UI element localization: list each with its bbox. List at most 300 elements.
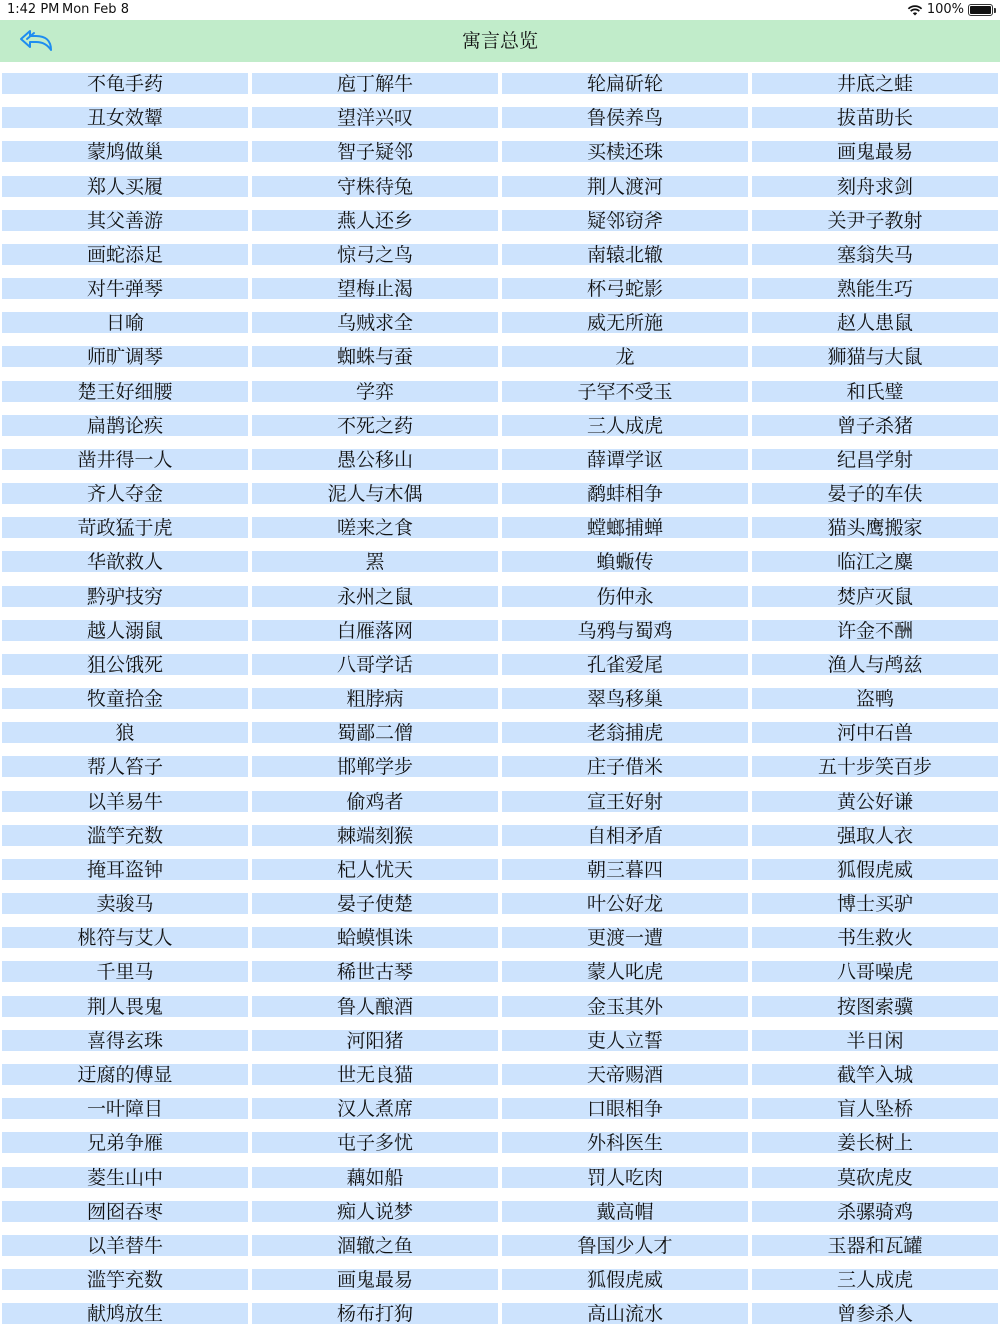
fable-item-label: 师旷调琴	[86, 346, 163, 369]
fable-item-label: 博士买驴	[836, 893, 913, 916]
fable-item[interactable]	[252, 1198, 498, 1232]
fable-item[interactable]	[2, 1266, 248, 1300]
fable-item-label: 智子疑邻	[336, 141, 413, 164]
fable-item[interactable]	[502, 1198, 748, 1232]
fable-item[interactable]	[252, 138, 498, 172]
fable-item-label: 蒙人叱虎	[586, 961, 663, 984]
fable-item[interactable]	[752, 241, 998, 275]
fable-item-label: 八哥噪虎	[836, 961, 913, 984]
fable-item[interactable]	[252, 1129, 498, 1163]
wifi-icon	[907, 4, 923, 16]
fable-item[interactable]	[252, 412, 498, 446]
fable-item[interactable]	[252, 583, 498, 617]
fable-item[interactable]	[752, 275, 998, 309]
fable-item[interactable]	[502, 753, 748, 787]
fable-item[interactable]	[502, 1027, 748, 1061]
fable-item[interactable]	[502, 1300, 748, 1334]
fable-item[interactable]	[752, 1198, 998, 1232]
fable-item-label: 罚人吃肉	[586, 1166, 663, 1189]
fable-item[interactable]	[252, 958, 498, 992]
fable-item[interactable]	[752, 343, 998, 377]
fable-item[interactable]	[752, 1095, 998, 1129]
fable-item[interactable]	[502, 412, 748, 446]
fable-item-label: 按图索骥	[836, 995, 913, 1018]
fable-item[interactable]	[252, 1095, 498, 1129]
fable-item[interactable]	[252, 275, 498, 309]
fable-item-label: 更渡一遭	[586, 927, 663, 950]
fable-item[interactable]	[2, 890, 248, 924]
fable-item[interactable]	[2, 1232, 248, 1266]
fable-item-label: 蒙鸠做巢	[86, 141, 163, 164]
fable-item-label: 杯弓蛇影	[586, 278, 663, 301]
fable-item-label: 杞人忧天	[336, 858, 413, 881]
fable-item[interactable]	[752, 1027, 998, 1061]
fable-item[interactable]	[752, 890, 998, 924]
fable-item-label: 稀世古琴	[336, 961, 413, 984]
fable-item-label: 喜得玄珠	[86, 1029, 163, 1052]
fable-item-label: 截竿入城	[836, 1063, 913, 1086]
fable-item-label: 龙	[615, 346, 635, 369]
fable-item-label: 鲁国少人才	[577, 1234, 673, 1257]
fable-item[interactable]	[2, 412, 248, 446]
fable-item[interactable]	[252, 173, 498, 207]
fable-item-label: 宣王好射	[586, 790, 663, 813]
battery-percent: 100%	[926, 2, 964, 17]
fable-item[interactable]	[2, 1095, 248, 1129]
fable-item-label: 千里马	[96, 961, 154, 984]
fable-item[interactable]	[2, 104, 248, 138]
fable-item[interactable]	[752, 958, 998, 992]
page-title: 寓言总览	[461, 30, 538, 52]
fable-item-label: 白雁落网	[336, 619, 413, 642]
fable-item-label: 狙公饿死	[86, 653, 163, 676]
fable-item-label: 曾参杀人	[836, 1303, 913, 1326]
fable-item-label: 苛政猛于虎	[77, 517, 173, 540]
fable-item[interactable]	[2, 993, 248, 1027]
fable-item[interactable]	[2, 685, 248, 719]
fable-item-label: 莫砍虎皮	[836, 1166, 913, 1189]
fable-item-label: 永州之鼠	[336, 585, 413, 608]
fable-item-label: 三人成虎	[586, 414, 663, 437]
fable-item-label: 卖骏马	[96, 893, 154, 916]
fable-item-label: 邯郸学步	[336, 756, 413, 779]
fable-item[interactable]	[752, 173, 998, 207]
fable-item[interactable]	[502, 480, 748, 514]
fable-item-label: 黄公好谦	[836, 790, 913, 813]
fable-item[interactable]	[2, 1061, 248, 1095]
fable-item-label: 其父善游	[86, 209, 163, 232]
fable-item-label: 屯子多忧	[336, 1132, 413, 1155]
fable-item-label: 黔驴技穷	[86, 585, 163, 608]
nav-bar	[0, 20, 1000, 62]
fable-item[interactable]	[752, 207, 998, 241]
fable-item-label: 朝三暮四	[586, 858, 663, 881]
fable-item-label: 画鬼最易	[336, 1269, 413, 1292]
fable-item[interactable]	[2, 719, 248, 753]
fable-item[interactable]	[502, 651, 748, 685]
fable-item-label: 粗脖病	[346, 688, 404, 711]
fable-item[interactable]	[2, 583, 248, 617]
fable-item[interactable]	[752, 104, 998, 138]
battery-fill	[970, 6, 991, 14]
status-time: 1:42 PM	[7, 2, 60, 17]
fable-item[interactable]	[2, 856, 248, 890]
fable-item-label: 囫囵吞枣	[86, 1200, 163, 1223]
fable-item[interactable]	[752, 309, 998, 343]
fable-item-label: 五十步笑百步	[817, 756, 932, 779]
fable-item[interactable]	[502, 719, 748, 753]
fable-item-label: 罴	[365, 551, 385, 574]
fable-item[interactable]	[252, 514, 498, 548]
fable-item-label: 盲人坠桥	[836, 1098, 913, 1121]
fable-item-label: 自相矛盾	[586, 824, 663, 847]
fable-item[interactable]	[252, 70, 498, 104]
fable-item-label: 渔人与鸬兹	[827, 653, 923, 676]
fable-item-label: 翠鸟移巢	[586, 688, 663, 711]
fable-item[interactable]	[252, 1232, 498, 1266]
fable-item-label: 盗鸭	[855, 688, 894, 711]
fable-item[interactable]	[252, 343, 498, 377]
fable-item[interactable]	[2, 924, 248, 958]
fable-item-label: 孔雀爱尾	[586, 653, 663, 676]
fable-item[interactable]	[752, 719, 998, 753]
fable-item-label: 鲁人酿酒	[336, 995, 413, 1018]
fable-item-label: 扁鹊论疾	[86, 414, 163, 437]
fable-item[interactable]	[252, 856, 498, 890]
fable-item[interactable]	[502, 1061, 748, 1095]
fable-item[interactable]	[502, 343, 748, 377]
fable-item-label: 世无良猫	[336, 1063, 413, 1086]
fable-item[interactable]	[502, 685, 748, 719]
fable-item[interactable]	[2, 70, 248, 104]
fable-item-label: 以羊替牛	[86, 1234, 163, 1257]
fable-item-label: 蜀鄙二僧	[336, 722, 413, 745]
fable-item-label: 和氏璧	[846, 380, 904, 403]
fable-item[interactable]	[502, 70, 748, 104]
fable-item[interactable]	[752, 822, 998, 856]
fable-item[interactable]	[252, 241, 498, 275]
fable-item-label: 许金不酬	[836, 619, 913, 642]
fable-item-label: 日喻	[105, 312, 144, 335]
fable-item[interactable]	[752, 412, 998, 446]
fable-item-label: 八哥学话	[336, 653, 413, 676]
fable-item[interactable]	[502, 993, 748, 1027]
fable-item[interactable]	[502, 378, 748, 412]
fable-item[interactable]	[502, 583, 748, 617]
fable-item[interactable]	[502, 822, 748, 856]
fable-item-label: 鲁侯养鸟	[586, 107, 663, 130]
fable-item[interactable]	[502, 241, 748, 275]
fable-item[interactable]	[252, 753, 498, 787]
fable-item-label: 凿井得一人	[77, 448, 173, 471]
fable-item[interactable]	[2, 753, 248, 787]
fable-item[interactable]	[752, 70, 998, 104]
fable-item[interactable]	[2, 788, 248, 822]
fable-item-label: 华歆救人	[86, 551, 163, 574]
fable-item[interactable]	[502, 890, 748, 924]
fable-item[interactable]	[2, 138, 248, 172]
fable-item-label: 金玉其外	[586, 995, 663, 1018]
fable-item[interactable]	[252, 1266, 498, 1300]
fable-item[interactable]	[752, 651, 998, 685]
fable-item[interactable]	[752, 617, 998, 651]
fable-item[interactable]	[2, 378, 248, 412]
fable-item-label: 画鬼最易	[836, 141, 913, 164]
fable-item[interactable]	[2, 241, 248, 275]
fable-item[interactable]	[752, 1266, 998, 1300]
fable-item-label: 乌贼求全	[336, 312, 413, 335]
fable-item-label: 拔苗助长	[836, 107, 913, 130]
fable-item-label: 嗟来之食	[336, 517, 413, 540]
fable-item-label: 画蛇添足	[86, 243, 163, 266]
fable-item[interactable]	[752, 788, 998, 822]
fable-item[interactable]	[752, 1300, 998, 1334]
fable-item-label: 庖丁解牛	[336, 73, 413, 95]
fable-item[interactable]	[752, 685, 998, 719]
fable-item-label: 乌鸦与蜀鸡	[577, 619, 673, 642]
fable-item-label: 越人溺鼠	[86, 619, 163, 642]
fable-item-label: 吏人立誓	[586, 1029, 663, 1052]
fable-item[interactable]	[252, 1164, 498, 1198]
fable-item-label: 学弈	[355, 380, 394, 403]
fable-item-label: 晏子使楚	[336, 893, 413, 916]
fable-item-label: 狼	[115, 722, 135, 745]
fable-item-label: 刻舟求剑	[836, 175, 913, 198]
fable-item[interactable]	[2, 343, 248, 377]
fable-item[interactable]	[502, 924, 748, 958]
fable-item[interactable]	[502, 1095, 748, 1129]
fable-item[interactable]	[752, 856, 998, 890]
fable-item[interactable]	[252, 309, 498, 343]
fable-item-label: 井底之蛙	[836, 73, 913, 95]
fable-item[interactable]	[2, 446, 248, 480]
fable-item[interactable]	[752, 480, 998, 514]
fable-item[interactable]	[2, 1198, 248, 1232]
fable-item[interactable]	[502, 958, 748, 992]
fable-item[interactable]	[502, 104, 748, 138]
fable-item-label: 楚王好细腰	[77, 380, 173, 403]
fable-item[interactable]	[252, 378, 498, 412]
fable-item-label: 赵人患鼠	[836, 312, 913, 335]
fable-item-label: 一叶障目	[86, 1098, 163, 1121]
fable-item-label: 伤仲永	[596, 585, 654, 608]
fable-item[interactable]	[252, 104, 498, 138]
fable-item-label: 丑女效颦	[86, 107, 163, 130]
fable-item-label: 泥人与木偶	[327, 483, 423, 506]
fable-item-label: 汉人煮席	[336, 1098, 413, 1121]
fable-item[interactable]	[502, 275, 748, 309]
fable-item[interactable]	[752, 993, 998, 1027]
fable-item-label: 天帝赐酒	[586, 1063, 663, 1086]
status-bar	[0, 0, 1000, 20]
fable-item-label: 蝜蝂传	[596, 551, 654, 574]
fable-item[interactable]	[2, 617, 248, 651]
fable-item-label: 杨布打狗	[336, 1303, 413, 1326]
fable-item-label: 子罕不受玉	[577, 380, 673, 403]
fable-item[interactable]	[502, 788, 748, 822]
fable-item[interactable]	[752, 138, 998, 172]
fable-item-label: 棘端刻猴	[336, 824, 413, 847]
fable-item-label: 狐假虎威	[836, 858, 913, 881]
fable-item[interactable]	[752, 514, 998, 548]
fable-item-label: 痴人说梦	[336, 1200, 413, 1223]
fable-item-label: 熟能生巧	[836, 278, 913, 301]
fable-item[interactable]	[502, 1232, 748, 1266]
fable-item[interactable]	[752, 1129, 998, 1163]
fable-item-label: 威无所施	[586, 312, 663, 335]
fable-item[interactable]	[502, 548, 748, 582]
fable-item-label: 涸辙之鱼	[336, 1234, 413, 1257]
fable-item[interactable]	[752, 753, 998, 787]
fable-item[interactable]	[752, 548, 998, 582]
fable-item-label: 愚公移山	[336, 448, 413, 471]
fable-item[interactable]	[2, 173, 248, 207]
fable-item[interactable]	[502, 1164, 748, 1198]
status-indicators	[907, 0, 993, 20]
fable-item[interactable]	[502, 617, 748, 651]
fable-item-label: 外科医生	[586, 1132, 663, 1155]
fable-item[interactable]	[752, 446, 998, 480]
fable-item[interactable]	[2, 548, 248, 582]
fable-item-label: 燕人还乡	[336, 209, 413, 232]
fable-item-label: 买椟还珠	[586, 141, 663, 164]
fable-item-label: 老翁捕虎	[586, 722, 663, 745]
fable-item-label: 荆人畏鬼	[86, 995, 163, 1018]
fable-item-label: 郑人买履	[86, 175, 163, 198]
battery-icon	[968, 4, 993, 16]
fable-item-label: 不死之药	[336, 414, 413, 437]
fable-item[interactable]	[2, 309, 248, 343]
fable-item[interactable]	[252, 617, 498, 651]
fable-item-label: 望洋兴叹	[336, 107, 413, 130]
fable-item-label: 叶公好龙	[586, 893, 663, 916]
fable-item[interactable]	[252, 207, 498, 241]
fable-item-label: 守株待兔	[336, 175, 413, 198]
fable-item[interactable]	[502, 514, 748, 548]
fable-item-label: 帮人笞子	[86, 756, 163, 779]
fable-item-label: 齐人夺金	[86, 483, 163, 506]
fable-item-label: 狐假虎威	[586, 1269, 663, 1292]
fable-item[interactable]	[752, 1164, 998, 1198]
fable-item-label: 兄弟争雁	[86, 1132, 163, 1155]
fable-item-label: 以羊易牛	[86, 790, 163, 813]
fable-item-label: 滥竽充数	[86, 1269, 163, 1292]
fable-item-label: 临江之麋	[836, 551, 913, 574]
fable-item[interactable]	[502, 309, 748, 343]
fable-item[interactable]	[252, 446, 498, 480]
fable-item-label: 庄子借米	[586, 756, 663, 779]
fable-item-label: 曾子杀猪	[836, 414, 913, 437]
fable-item[interactable]	[752, 378, 998, 412]
fable-item[interactable]	[252, 719, 498, 753]
fable-item[interactable]	[2, 1129, 248, 1163]
fable-item[interactable]	[752, 924, 998, 958]
fable-item[interactable]	[252, 685, 498, 719]
fable-item-label: 牧童拾金	[86, 688, 163, 711]
fable-item[interactable]	[252, 480, 498, 514]
fable-item[interactable]	[2, 514, 248, 548]
fable-item[interactable]	[752, 1061, 998, 1095]
fable-item-label: 藕如船	[346, 1166, 404, 1189]
fable-item[interactable]	[252, 924, 498, 958]
fable-item[interactable]	[752, 1232, 998, 1266]
fable-item-label: 献鸠放生	[86, 1303, 163, 1326]
fable-item-label: 菱生山中	[86, 1166, 163, 1189]
fable-item[interactable]	[252, 822, 498, 856]
fable-item[interactable]	[2, 1027, 248, 1061]
fable-item[interactable]	[252, 1300, 498, 1334]
fable-item-label: 河中石兽	[836, 722, 913, 745]
fable-item-label: 惊弓之鸟	[336, 243, 413, 266]
fable-item-label: 不龟手药	[86, 73, 163, 95]
fable-item-label: 塞翁失马	[836, 243, 913, 266]
fable-item-label: 偷鸡者	[346, 790, 404, 813]
fable-item-label: 书生救火	[836, 927, 913, 950]
fable-item-label: 荆人渡河	[586, 175, 663, 198]
status-date: Mon Feb 8	[62, 2, 129, 17]
fable-item-label: 蛤蟆惧诛	[336, 927, 413, 950]
fable-item[interactable]	[252, 890, 498, 924]
fable-item-label: 迂腐的傅显	[77, 1063, 173, 1086]
fable-item[interactable]	[2, 480, 248, 514]
fable-item[interactable]	[502, 446, 748, 480]
fable-item[interactable]	[252, 993, 498, 1027]
fable-item-label: 掩耳盗钟	[86, 858, 163, 881]
fable-item-label: 杀骡骑鸡	[836, 1200, 913, 1223]
fable-item[interactable]	[252, 788, 498, 822]
fable-item-label: 高山流水	[586, 1303, 663, 1326]
fable-item[interactable]	[502, 856, 748, 890]
fable-item-label: 口眼相争	[586, 1098, 663, 1121]
fable-item-label: 戴高帽	[596, 1200, 654, 1223]
fable-item[interactable]	[2, 1300, 248, 1334]
fable-item-label: 蜘蛛与蚕	[336, 346, 413, 369]
fable-item-label: 螳螂捕蝉	[586, 517, 663, 540]
fable-item[interactable]	[2, 651, 248, 685]
fable-item-label: 滥竽充数	[86, 824, 163, 847]
fable-item-label: 对牛弹琴	[86, 278, 163, 301]
fable-item[interactable]	[2, 207, 248, 241]
fable-item-label: 桃符与艾人	[77, 927, 173, 950]
fable-item[interactable]	[502, 207, 748, 241]
fable-item[interactable]	[252, 651, 498, 685]
fable-item[interactable]	[502, 138, 748, 172]
fable-item-label: 疑邻窃斧	[586, 209, 663, 232]
fable-item[interactable]	[752, 583, 998, 617]
fable-item[interactable]	[252, 1027, 498, 1061]
fable-grid	[2, 70, 999, 1334]
fable-item[interactable]	[502, 1129, 748, 1163]
fable-item[interactable]	[2, 958, 248, 992]
fable-item-label: 三人成虎	[836, 1269, 913, 1292]
fable-item-label: 强取人衣	[836, 824, 913, 847]
fable-item-label: 焚庐灭鼠	[836, 585, 913, 608]
fable-item[interactable]	[252, 1061, 498, 1095]
fable-item[interactable]	[502, 173, 748, 207]
fable-item[interactable]	[2, 275, 248, 309]
fable-item-label: 望梅止渴	[336, 278, 413, 301]
back-arrow-icon[interactable]	[18, 26, 56, 56]
fable-item[interactable]	[502, 1266, 748, 1300]
fable-item-label: 南辕北辙	[586, 243, 663, 266]
fable-item-label: 鹬蚌相争	[586, 483, 663, 506]
fable-item-label: 纪昌学射	[836, 448, 913, 471]
fable-item[interactable]	[2, 822, 248, 856]
fable-item[interactable]	[2, 1164, 248, 1198]
fable-item-label: 关尹子教射	[827, 209, 923, 232]
fable-item[interactable]	[252, 548, 498, 582]
fable-item-label: 河阳猪	[346, 1029, 404, 1052]
